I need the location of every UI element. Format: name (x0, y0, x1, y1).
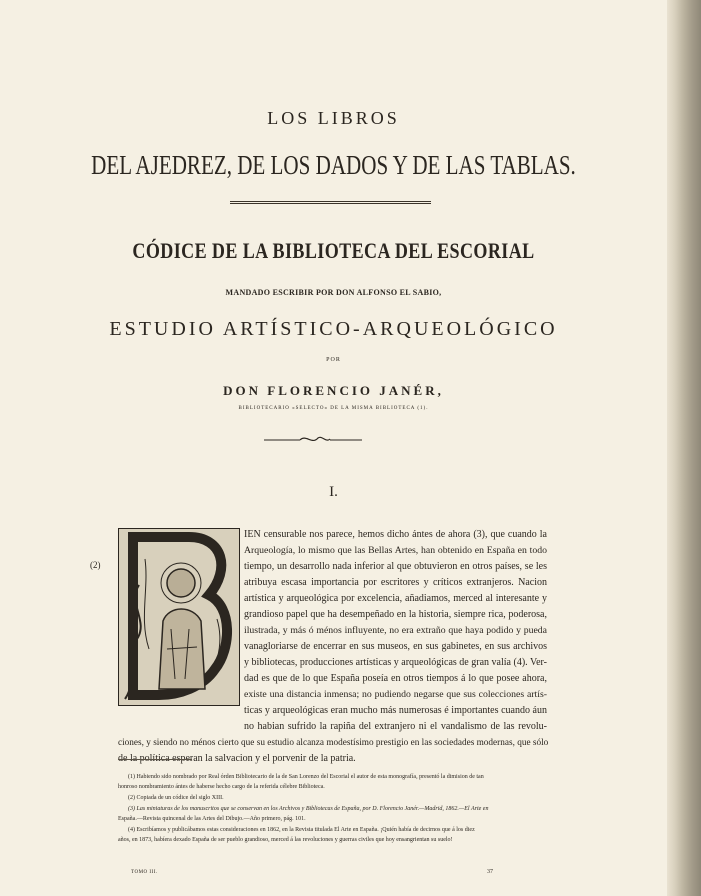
footnote-line: (4) Escribíamos y publicábamos estas consideraciones en 1862, en la Revista titulada El Arte en España. ¡Quién había de decirnos que á los diez (128, 827, 475, 833)
study-title: ESTUDIO ARTÍSTICO-ARQUEOLÓGICO (109, 318, 558, 340)
heading-subtitle: DEL AJEDREZ, DE LOS DADOS Y DE LAS TABLAS. (91, 150, 576, 180)
by-label: POR (326, 357, 341, 363)
author-name: DON FLORENCIO JANÉR, (223, 383, 444, 398)
footnote-line: años, en 1873, habíera dexado España de ser pueblo grandioso, merced á las revoluciones y guerras civiles que hoy ensangrientan su suelo! (118, 837, 453, 843)
body-line: atribuya escasa importancia por escritores y críticos extranjeros. Nacion (244, 577, 547, 588)
body-line: IEN censurable nos parece, hemos dicho ántes de ahora (3), que cuando la (244, 529, 547, 540)
volume-label: TOMO III. (131, 870, 158, 875)
codex-commission: MANDADO ESCRIBIR POR DON ALFONSO EL SABIO, (225, 288, 442, 297)
codex-title: CÓDICE DE LA BIBLIOTECA DEL ESCORIAL (132, 238, 535, 263)
body-line: Arqueología, lo mismo que las Bellas Artes, han obtenido en España en todo (244, 545, 547, 556)
body-line: y bibliotecas, producciones artísticas y arqueológicas de gran valía (4). Ver- (244, 657, 547, 668)
heading-rule (230, 201, 431, 204)
body-line: ciones, y siendo no ménos cierto que su estudio alcanza modestísimo prestigio en las sociedades modernas, que sólo (118, 738, 549, 748)
body-line: no habian sufrido la rapiña del extranjero ni el vandalismo de las revolu- (244, 721, 547, 732)
body-line: ilustrada, y más ó ménos influyente, no era extraño que haya podido y pueda (244, 625, 547, 636)
body-line: de la política esperan la salvacion y el porvenir de la patria. (118, 753, 356, 764)
body-line: grandioso papel que ha desempeñado en la historia, siempre rica, poderosa, (244, 609, 547, 620)
initial-footnote-ref: (2) (90, 560, 101, 570)
footnote-line: (2) Copiada de un códice del siglo XIII. (128, 795, 224, 801)
body-line: tiempo, un desarrollo nada inferior al que obtuvieron en otros países, se les (244, 561, 547, 572)
footnote-rule (118, 759, 192, 760)
author-role: BIBLIOTECARIO «SELECTO» DE LA MISMA BIBLIOTECA (1). (238, 406, 429, 411)
body-line: vanagloriarse de encerrar en sus museos, en sus gabinetes, en sus archivos (244, 641, 547, 652)
ornament-divider (262, 433, 364, 445)
footnote-line: honroso nombramiento ántes de haberse hecho cargo de la referida célebre Biblioteca. (118, 784, 325, 790)
footnote-line: (1) Habiendo sido nombrado por Real órden Bibliotecario de la de San Lorenzo del Escorial el autor de esta monografía, presentó la dimision de tan (128, 774, 484, 780)
page-edge-shadow (667, 0, 701, 896)
section-number: I. (329, 484, 338, 500)
body-line: dad es que de lo que España poseía en otros tiempos á lo que posee ahora, (244, 673, 547, 684)
illuminated-initial-image (118, 528, 240, 706)
footnote-line: España.—Revista quincenal de las Artes del Dibujo.—Año primero, pág. 101. (118, 816, 306, 822)
body-line: ticas y arqueológicas eran mucho más numerosas é importantes cuando áun (244, 705, 547, 716)
body-line: artística y arqueológica por excelencia, añadiamos, merced al interesante y (244, 593, 547, 604)
footnote-line: (3) Las miniaturas de los manuscritos que se conservan en los Archivos y Bibliotecas de España, por D. Florencio Janér.—Madrid, 1862.—El Arte en (128, 806, 489, 812)
page-number: 37 (487, 869, 493, 875)
heading-title: LOS LIBROS (267, 108, 400, 128)
body-line: existe una distancia inmensa; no pudiendo negarse que sus colecciones artís- (244, 689, 547, 700)
